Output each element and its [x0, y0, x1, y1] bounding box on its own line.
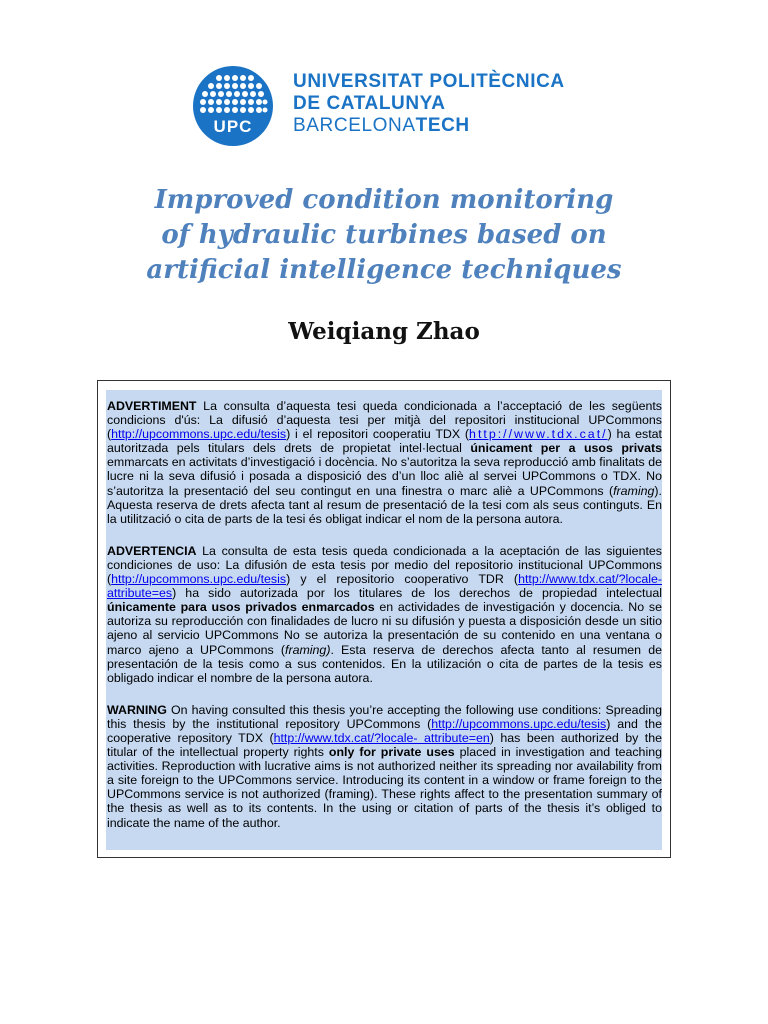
notice-text: ) and the cooperative repository TDX ( — [107, 716, 662, 745]
university-name-line2: DE CATALUNYA — [293, 93, 446, 114]
author-name: Weiqiang Zhao — [288, 318, 480, 345]
logo-text: UPC — [213, 117, 253, 136]
university-name-barcelona: BARCELONA — [293, 115, 416, 136]
notice-text: ) ha sido autorizada por los titulares de los derechos de propiedad intelectual — [172, 586, 662, 601]
notice-text: emmarcats en activitats d’investigació i docència. No s’autoritza la seva reproducció amb finalitats de lucre ni la seva difusió i posada a disposició des d’un lloc aliè al servei UPCommons o TDX. No s’autoritza la presentació del seu contingut en una finestra o marc aliè a UPCommons ( — [107, 455, 662, 498]
university-header — [193, 66, 613, 146]
notice-english-heading: WARNING — [107, 702, 167, 717]
notice-text: ) i el repositori cooperatiu TDX ( — [286, 427, 470, 442]
thesis-title-line: Improved condition monitoring — [154, 185, 614, 215]
upc-logo-icon — [193, 66, 273, 146]
upcommons-link[interactable]: http://upcommons.upc.edu/tesis — [111, 572, 287, 587]
university-name-line3 — [293, 115, 565, 137]
notice-text: On having consulted this thesis you’re accepting the following use conditions: Spreading this thesis by the institutional repository UPCommons ( — [107, 702, 662, 731]
notice-text: ) has been authorized by the titular of the intellectual property rights — [107, 730, 662, 760]
copyright-notice-box — [97, 380, 671, 858]
notice-emphasis: únicament per a usos privats — [470, 441, 662, 456]
thesis-title-line: artificial intelligence techniques — [146, 255, 622, 285]
notice-italic: framing) — [285, 642, 331, 657]
notice-spanish — [106, 544, 662, 685]
tdr-link[interactable]: http://www.tdx.cat/?locale-attribute=es — [107, 572, 662, 601]
notice-text: La consulta d’aquesta tesi queda condicionada a l’acceptació de les següents condicions d'ús: La difusió d’aquesta tesi per mitjà del repositori institucional UPCommons ( — [107, 399, 662, 442]
notice-text: ) y el repositorio cooperativo TDR ( — [286, 572, 519, 587]
notice-text: placed in investigation and teaching activities. Reproduction with lucrative aims is not authorized neither its spreading nor availability from a site foreign to the UPCommons service. Introducing its content in a window or frame foreign to the UPCommons service is not authorized (framing). These rights affect to the presentation summary of the thesis as well as to its contents. In the using or citation of parts of the thesis it’s obliged to indicate the name of the author. — [107, 745, 662, 830]
university-name-tech: TECH — [415, 115, 470, 136]
tdx-link[interactable]: http://www.tdx.cat/ — [469, 427, 608, 442]
upcommons-link[interactable]: http://upcommons.upc.edu/tesis — [111, 427, 287, 442]
notice-emphasis: únicamente para usos privados enmarcados — [107, 600, 375, 615]
tdx-link[interactable]: http://www.tdx.cat/?locale- attribute=en — [273, 730, 490, 745]
thesis-title-line: of hydraulic turbines based on — [161, 220, 607, 250]
notice-text: ) ha estat autoritzada pels titulars dels drets de propietat intel·lectual — [107, 427, 663, 456]
notice-text: . Esta reserva de derechos afecta tanto al resumen de presentación de la tesis como a sus contenidos. En la utilización o cita de partes de la tesis es obligado indicar el nombre de la persona autora. — [107, 642, 662, 685]
notice-text: en actividades de investigación y docencia. No se autoriza su reproducción con finalidades de lucro ni su difusión y puesta a disposición desde un sitio ajeno al servicio UPCommons No se autoriza la presentación de su contenido en una ventana o marco ajeno a UPCommons ( — [107, 600, 662, 657]
university-name — [293, 71, 565, 137]
copyright-notice-panel — [106, 390, 662, 850]
university-name-line1: UNIVERSITAT POLITÈCNICA — [293, 71, 565, 92]
notice-emphasis: only for private uses — [328, 745, 455, 760]
notice-text: La consulta de esta tesis queda condicionada a la aceptación de las siguientes condiciones de uso: La difusión de esta tesis por medio del repositorio institucional UPCommons ( — [107, 543, 662, 587]
notice-catalan — [106, 399, 662, 526]
upcommons-link[interactable]: http://upcommons.upc.edu/tesis — [431, 716, 607, 731]
notice-spanish-heading: ADVERTENCIA — [107, 543, 197, 558]
notice-text: ). Aquesta reserva de drets afecta tant al resum de presentació de la tesi com als seus continguts. En la utilització o cita de parts de la tesi és obligat indicar el nom de la persona autora. — [107, 483, 662, 526]
notice-english — [106, 703, 662, 830]
notice-italic: framing — [613, 483, 655, 498]
thesis-title — [100, 183, 668, 288]
notice-catalan-heading: ADVERTIMENT — [107, 399, 197, 413]
